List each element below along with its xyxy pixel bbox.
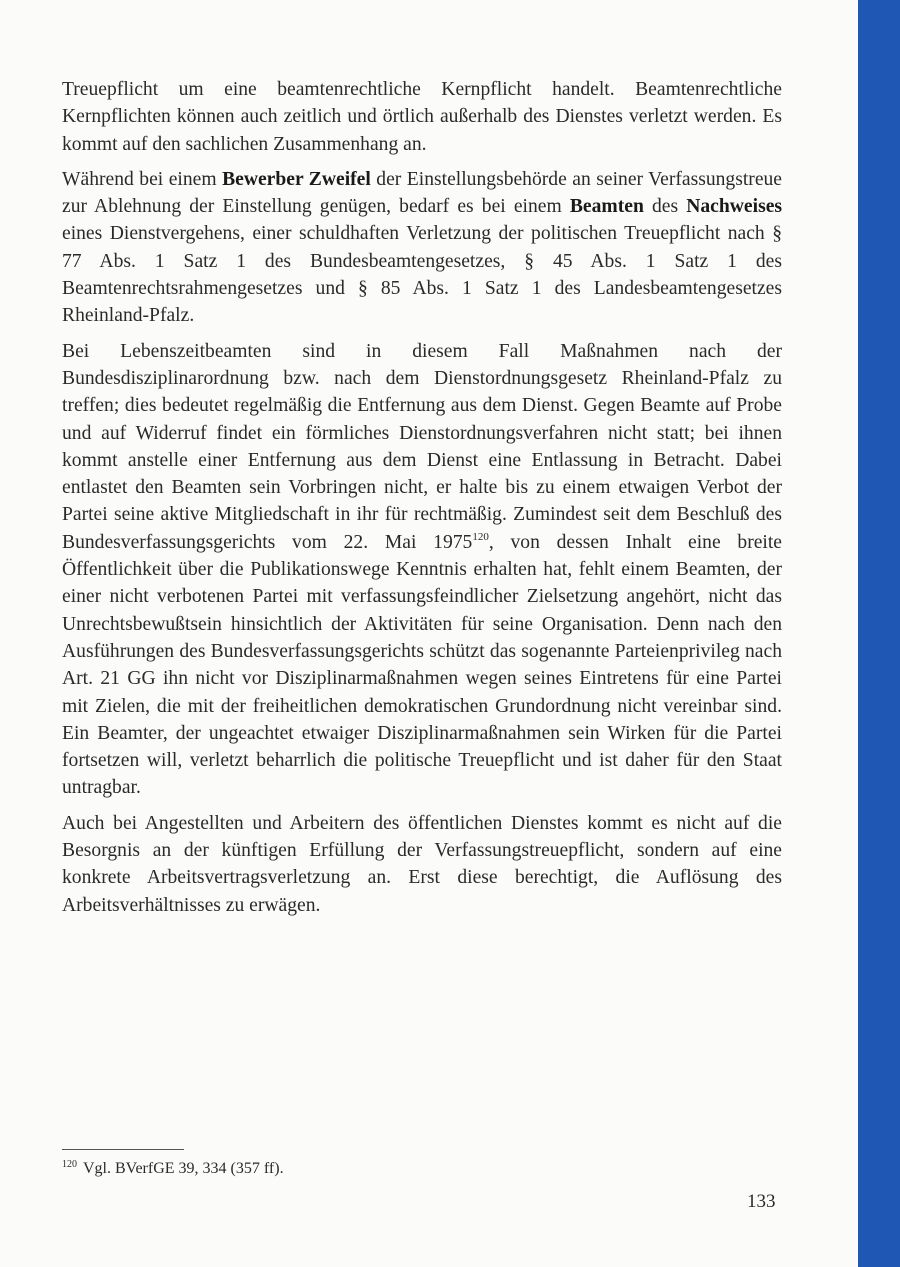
text-run: Treuepflicht um eine beamtenrechtliche Kernpflicht handelt. Beamtenrechtliche Kernpflichten können auch zeitlich und örtlich außerhalb des Dienstes verletzt werden. Es kommt auf den sachlichen Zusammenhang an. — [62, 79, 782, 155]
footnote-divider — [62, 1149, 184, 1150]
emphasis-beamten: Beamten — [569, 196, 644, 218]
text-run: der Einstellungsbehörde an seiner Verfassungstreue zur Ablehnung der Einstellung genügen, bedarf es bei einem — [62, 168, 783, 218]
emphasis-bewerber-zweifel: Bewerber Zweifel — [222, 168, 371, 190]
footnote-text: Vgl. BVerfGE 39, 334 (357 ff). — [83, 1160, 284, 1177]
paragraph-1 — [62, 76, 782, 158]
text-run: eines Dienstvergehens, einer schuldhaften Verletzung der politischen Treuepflicht nach § 77 Abs. 1 Satz 1 des Bundesbeamtengesetzes, § 45 Abs. 1 Satz 1 des Beamtenrechtsrahmengesetzes und § 85 Abs. 1 Satz 1 des Landesbeamtengesetzes Rheinland-Pfalz. — [62, 223, 782, 327]
footnote-marker: 120 — [62, 1159, 77, 1170]
text-run: des — [643, 196, 687, 218]
paragraph-4 — [62, 810, 782, 919]
emphasis-nachweises: Nachweises — [686, 196, 783, 218]
text-run: Bei Lebenszeitbeamten sind in diesem Fall Maßnahmen nach der Bundesdisziplinarordnung bzw. nach dem Dienstordnungsgesetz Rheinland-Pfalz zu treffen; dies bedeutet regelmäßig die Entfernung aus dem Dienst. Gegen Beamte auf Probe und auf Widerruf findet ein förmliches Dienstordnungsverfahren nicht statt; bei ihnen kommt anstelle einer Entfernung aus dem Dienst eine Entlassung in Betracht. Dabei entlastet den Beamten sein Vorbringen nicht, er halte bis zu einem etwaigen Verbot der Partei seine aktive Mitgliedschaft in ihr für rechtmäßig. Zumindest seit dem Beschluß des Bundesverfassungsgerichts vom 22. Mai 1975 — [62, 340, 782, 553]
footnote — [62, 1158, 284, 1180]
footnote-reference[interactable]: 120 — [472, 530, 489, 543]
paragraph-3 — [62, 338, 782, 802]
text-run: , von dessen Inhalt eine breite Öffentlichkeit über die Publikationswege Kenntnis erhalten hat, fehlt einem Beamten, der einer nicht verbotenen Partei mit verfassungsfeindlicher Zielsetzung angehört, nicht das Unrechtsbewußtsein hinsichtlich der Aktivitäten für seine Organisation. Denn nach den Ausführungen des Bundesverfassungsgerichts schützt das sogenannte Parteienprivileg nach Art. 21 GG ihn nicht vor Disziplinarmaßnahmen wegen seines Eintretens für eine Partei mit Zielen, die mit der freiheitlichen demokratischen Grundordnung nicht vereinbar sind. Ein Beamter, der ungeachtet etwaiger Disziplinarmaßnahmen sein Wirken für die Partei fortsetzen will, verletzt beharrlich die politische Treuepflicht und ist daher für den Staat untragbar. — [62, 531, 782, 799]
page-number: 133 — [747, 1191, 776, 1212]
body-text — [62, 76, 782, 927]
paragraph-2 — [62, 166, 782, 330]
text-run: Während bei einem — [62, 168, 223, 190]
page-edge-marker — [858, 0, 900, 1267]
text-run: Auch bei Angestellten und Arbeitern des öffentlichen Dienstes kommt es nicht auf die Besorgnis an der künftigen Erfüllung der Verfassungstreuepflicht, sondern auf eine konkrete Arbeitsvertragsverletzung an. Erst diese berechtigt, die Auflösung des Arbeitsverhältnisses zu erwägen. — [62, 812, 782, 916]
